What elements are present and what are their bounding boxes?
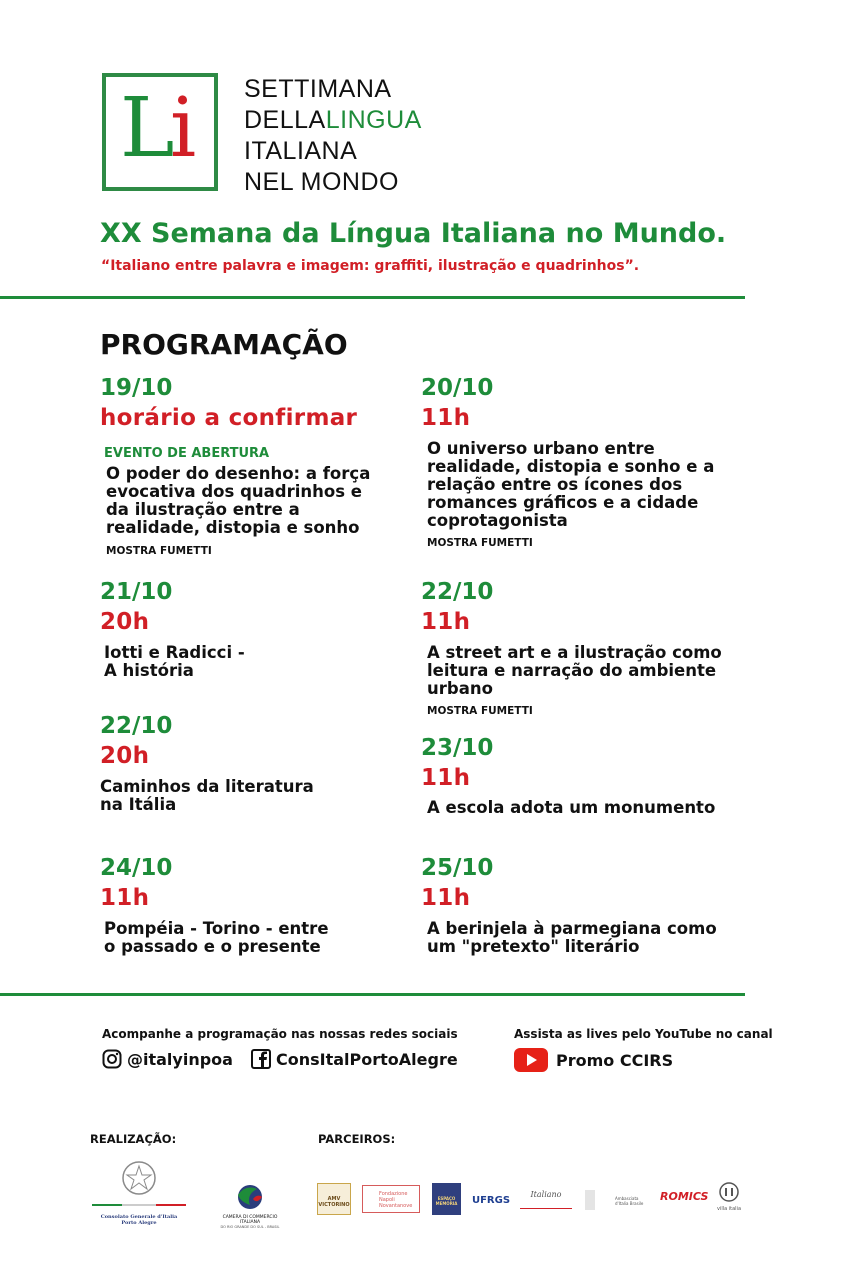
bottom-divider [0, 993, 745, 996]
instagram-link[interactable] [102, 1049, 233, 1069]
event-title-line: Caminhos da literatura [100, 777, 314, 796]
event-title-line: na Itália [100, 795, 177, 814]
facebook-icon [251, 1049, 271, 1069]
event-time: 11h [421, 609, 471, 635]
event-title-line: Iotti e Radicci - [104, 643, 245, 662]
event-title-line: A berinjela à parmegiana como [427, 919, 717, 938]
event-date: 24/10 [100, 855, 173, 881]
event-tag: EVENTO DE ABERTURA [104, 446, 270, 461]
event-title-line: da ilustração entre a [106, 500, 300, 519]
event-time: 11h [100, 885, 150, 911]
consolato-logo [90, 1158, 188, 1230]
event-note: MOSTRA FUMETTI [427, 537, 533, 549]
event-date: 23/10 [421, 735, 494, 761]
villa-icon [719, 1182, 739, 1202]
event-title-line: o passado e o presente [104, 937, 321, 956]
program-title: PROGRAMAÇÃO [100, 328, 348, 361]
partner-logo-espaco: ESPAÇO MEMÓRIA [432, 1183, 461, 1215]
logo-line-1: SETTIMANA [244, 75, 392, 103]
youtube-icon [514, 1048, 548, 1072]
instagram-icon [102, 1049, 122, 1069]
event-title-line: um "pretexto" literário [427, 937, 640, 956]
event-card [100, 373, 400, 557]
follow-label: Acompanhe a programação nas nossas redes sociais [102, 1027, 458, 1041]
youtube-label: Assista as lives pelo YouTube no canal [514, 1027, 773, 1041]
logo-line-4: NEL MONDO [244, 168, 399, 196]
facebook-link[interactable] [251, 1049, 458, 1069]
event-date: 19/10 [100, 375, 173, 401]
event-title-line: A escola adota um monumento [427, 798, 716, 817]
logo-mark-l: L [120, 81, 175, 176]
partner-logo-romics: ROMICS [660, 1190, 709, 1203]
event-date: 21/10 [100, 579, 173, 605]
event-date: 22/10 [421, 579, 494, 605]
partner-logo-napoli: Fondazione Napoli Novantanove [362, 1185, 420, 1213]
event-card [100, 711, 400, 814]
emblem-icon [90, 1158, 188, 1210]
event-title-line: urbano [427, 679, 493, 698]
event-title-line: realidade, distopia e sonho e a [427, 457, 715, 476]
consolato-city: Porto Alegre [121, 1220, 157, 1226]
camera-sub: DO RIO GRANDE DO SUL - BRASIL [220, 1225, 280, 1229]
event-title-line: relação entre os ícones dos [427, 475, 683, 494]
partner-logo-ufrgs: UFRGS [471, 1195, 511, 1206]
event-card [421, 853, 741, 956]
youtube-channel: Promo CCIRS [556, 1050, 674, 1070]
instagram-handle: @italyinpoa [127, 1049, 233, 1069]
event-title-line: coprotagonista [427, 511, 568, 530]
partner-logo-villa [714, 1182, 744, 1216]
event-title-line: romances gráficos e a cidade [427, 493, 699, 512]
partner-logo-italiano: Italiano [520, 1190, 572, 1209]
event-date: 25/10 [421, 855, 494, 881]
event-date: 22/10 [100, 713, 173, 739]
event-title-line: leitura e narração do ambiente [427, 661, 717, 680]
event-card [100, 853, 400, 956]
event-title-line: A história [104, 661, 194, 680]
camera-name: CAMERA DI COMMERCIO ITALIANA [222, 1215, 278, 1225]
event-date: 20/10 [421, 375, 494, 401]
event-title-line: realidade, distopia e sonho [106, 518, 360, 537]
event-title-line: O universo urbano entre [427, 439, 655, 458]
logo-line-2 [244, 104, 422, 136]
event-card [421, 733, 741, 817]
subheadline: “Italiano entre palavra e imagem: graffiti, ilustração e quadrinhos”. [101, 258, 640, 274]
event-note: MOSTRA FUMETTI [106, 545, 212, 557]
logo-della: DELLA [244, 106, 326, 134]
camera-logo [213, 1183, 287, 1229]
youtube-link[interactable] [514, 1048, 673, 1072]
headline: XX Semana da Língua Italiana no Mundo. [100, 218, 727, 249]
event-time: horário a confirmar [100, 405, 358, 431]
villa-label: villa italia [716, 1206, 742, 1212]
globe-icon [213, 1183, 287, 1211]
partner-logo-ambasciata: Ambasciata d'Italia Brasile [585, 1190, 647, 1210]
partner-logo-amv: AMV VICTORINO [317, 1183, 351, 1215]
event-card [421, 373, 741, 549]
event-title-line: Pompéia - Torino - entre [104, 919, 329, 938]
event-note: MOSTRA FUMETTI [427, 705, 533, 717]
logo-lingua: LINGUA [325, 106, 422, 134]
event-time: 20h [100, 609, 150, 635]
logo-line-3: ITALIANA [244, 137, 358, 165]
event-title-line: A street art e a ilustração como [427, 643, 722, 662]
event-title-line: O poder do desenho: a força [106, 464, 371, 483]
parceiros-label: PARCEIROS: [318, 1132, 396, 1146]
event-card [421, 577, 741, 717]
logo-mark-i: i [170, 81, 197, 176]
top-divider [0, 296, 745, 299]
consolato-name: Consolato Generale d'Italia [100, 1214, 178, 1220]
event-card [100, 577, 400, 680]
event-time: 11h [421, 885, 471, 911]
event-time: 20h [100, 743, 150, 769]
event-time: 11h [421, 765, 471, 791]
realizacao-label: REALIZAÇÃO: [90, 1132, 177, 1146]
event-title-line: evocativa dos quadrinhos e [106, 482, 362, 501]
facebook-handle: ConsItalPortoAlegre [276, 1049, 458, 1069]
event-time: 11h [421, 405, 471, 431]
